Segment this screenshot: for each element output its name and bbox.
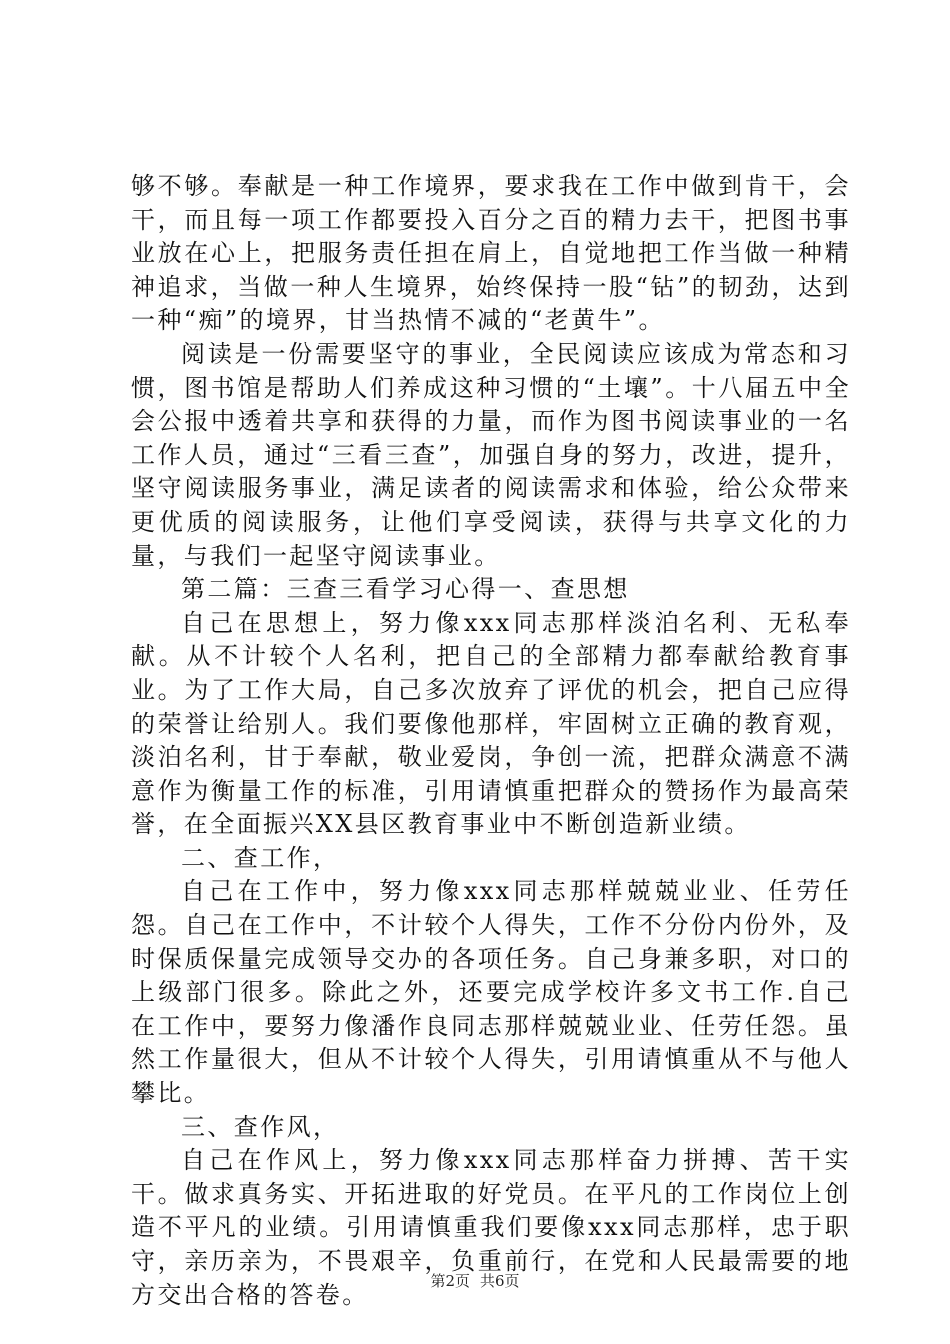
subheading-style: 三、查作风， bbox=[181, 1112, 340, 1141]
document-body bbox=[131, 170, 851, 1312]
paragraph-5: 自己在作风上，努力像xxx同志那样奋力拼搏、苦干实干。做求真务实、开拓进取的好党员。在平凡的工作岗位上创造不平凡的业绩。引用请慎重我们要像xxx同志那样，忠于职守，亲历亲为，不畏艰辛，负重前行，在党和人民最需要的地方交出合格的答卷。 bbox=[131, 1146, 851, 1309]
page-footer bbox=[0, 1270, 950, 1291]
paragraph-3: 自己在思想上，努力像xxx同志那样淡泊名利、无私奉献。从不计较个人名利，把自己的全部精力都奉献给教育事业。为了工作大局，自己多次放弃了评优的机会，把自己应得的荣誉让给别人。我们要像他那样，牢固树立正确的教育观，淡泊名利，甘于奉献，敬业爱岗，争创一流，把群众满意不满意作为衡量工作的标准，引用请慎重把群众的赞扬作为最高荣誉，在全面振兴XX县区教育事业中不断创造新业绩。 bbox=[131, 608, 851, 839]
paragraph-1: 够不够。奉献是一种工作境界，要求我在工作中做到肯干，会干，而且每一项工作都要投入百分之百的精力去干，把图书事业放在心上，把服务责任担在肩上，自觉地把工作当做一种精神追求，当做一种人生境界，始终保持一股“钻”的韧劲，达到一种“痴”的境界，甘当热情不减的“老黄牛”。 bbox=[131, 172, 851, 335]
paragraph-2: 阅读是一份需要坚守的事业，全民阅读应该成为常态和习惯，图书馆是帮助人们养成这种习惯的“土壤”。十八届五中全会公报中透着共享和获得的力量，而作为图书阅读事业的一名工作人员，通过“三看三查”，加强自身的努力，改进，提升，坚守阅读服务事业，满足读者的阅读需求和体验，给公众带来更优质的阅读服务，让他们享受阅读，获得与共享文化的力量，与我们一起坚守阅读事业。 bbox=[131, 339, 851, 570]
page-total: 共6页 bbox=[480, 1272, 520, 1290]
section-heading-2: 第二篇：三查三看学习心得一、查思想 bbox=[181, 575, 630, 604]
page-number: 第2页 bbox=[430, 1272, 470, 1290]
paragraph-4: 自己在工作中，努力像xxx同志那样兢兢业业、任劳任怨。自己在工作中，不计较个人得失，工作不分份内份外，及时保质保量完成领导交办的各项任务。自己身兼多职，对口的上级部门很多。除此之外，还要完成学校许多文书工作.自己在工作中，要努力像潘作良同志那样兢兢业业、任劳任怨。虽然工作量很大，但从不计较个人得失，引用请慎重从不与他人攀比。 bbox=[131, 877, 851, 1108]
subheading-work: 二、查工作， bbox=[181, 843, 340, 872]
